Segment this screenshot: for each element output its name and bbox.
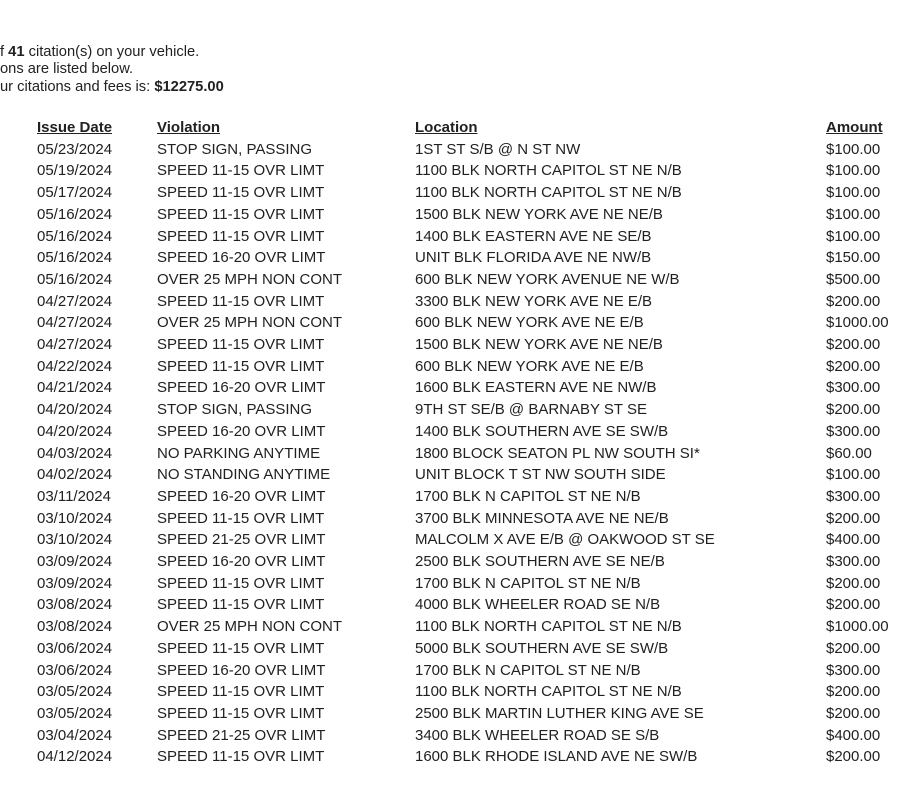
issue-date-cell: 05/16/2024 [37,205,113,223]
violation-cell: STOP SIGN, PASSING [157,140,313,158]
issue-date-cell: 04/20/2024 [37,401,113,419]
issue-date-cell: 03/08/2024 [37,596,113,614]
violation-cell: SPEED 11-15 OVR LIMT [157,683,325,701]
issue-date-cell: 03/06/2024 [37,661,113,679]
issue-date-cell: 05/16/2024 [37,227,113,245]
amount-cell: $200.00 [826,401,881,419]
table-row [0,746,912,768]
location-cell: 3400 BLK WHEELER ROAD SE S/B [415,726,660,744]
citations-table [0,117,912,768]
amount-cell: $100.00 [826,205,881,223]
location-cell: 1500 BLK NEW YORK AVE NE NE/B [415,336,663,354]
violation-cell: SPEED 16-20 OVR LIMT [157,487,326,505]
violation-cell: SPEED 11-15 OVR LIMT [157,336,325,354]
amount-cell: $100.00 [826,184,881,202]
location-cell: 1400 BLK SOUTHERN AVE SE SW/B [415,422,669,440]
summary-line-listed-below: ons are listed below. [0,61,134,78]
table-row [0,508,912,530]
issue-date-cell: 03/05/2024 [37,704,113,722]
location-cell: 1600 BLK RHODE ISLAND AVE NE SW/B [415,748,698,766]
issue-date-cell: 04/20/2024 [37,422,113,440]
issue-date-cell: 03/09/2024 [37,574,113,592]
violation-cell: SPEED 16-20 OVR LIMT [157,249,326,267]
table-row [0,356,912,378]
amount-cell: $60.00 [826,444,872,462]
violation-cell: SPEED 11-15 OVR LIMT [157,574,325,592]
summary-line-total-fees [0,79,224,96]
violation-cell: SPEED 11-15 OVR LIMT [157,748,325,766]
location-cell: 4000 BLK WHEELER ROAD SE N/B [415,596,661,614]
amount-cell: $1000.00 [826,618,889,636]
issue-date-cell: 03/04/2024 [37,726,113,744]
issue-date-cell: 05/16/2024 [37,249,113,267]
column-header-amount: Amount [826,119,883,136]
amount-cell: $100.00 [826,466,881,484]
table-row [0,551,912,573]
table-row [0,464,912,486]
issue-date-cell: 04/02/2024 [37,466,113,484]
violation-cell: SPEED 11-15 OVR LIMT [157,205,325,223]
location-cell: 1700 BLK N CAPITOL ST NE N/B [415,487,641,505]
amount-cell: $150.00 [826,249,881,267]
location-cell: 600 BLK NEW YORK AVE NE E/B [415,357,644,375]
amount-cell: $200.00 [826,704,881,722]
violation-cell: SPEED 16-20 OVR LIMT [157,422,326,440]
violation-cell: SPEED 11-15 OVR LIMT [157,184,325,202]
location-cell: 1100 BLK NORTH CAPITOL ST NE N/B [415,618,682,636]
amount-cell: $200.00 [826,509,881,527]
location-cell: 2500 BLK SOUTHERN AVE SE NE/B [415,553,665,571]
issue-date-cell: 03/11/2024 [37,487,111,505]
issue-date-cell: 03/10/2024 [37,509,113,527]
summary-line-citation-count [0,44,224,61]
amount-cell: $400.00 [826,531,881,549]
amount-cell: $200.00 [826,574,881,592]
location-cell: 5000 BLK SOUTHERN AVE SE SW/B [415,639,669,657]
table-row [0,247,912,269]
violation-cell: SPEED 11-15 OVR LIMT [157,292,325,310]
amount-cell: $400.00 [826,726,881,744]
table-row [0,703,912,725]
issue-date-cell: 04/27/2024 [37,314,113,332]
table-row [0,616,912,638]
violation-cell: SPEED 16-20 OVR LIMT [157,661,326,679]
issue-date-cell: 04/21/2024 [37,379,113,397]
table-row [0,204,912,226]
table-row [0,725,912,747]
table-row [0,638,912,660]
violation-cell: SPEED 11-15 OVR LIMT [157,509,325,527]
issue-date-cell: 03/09/2024 [37,553,113,571]
amount-cell: $300.00 [826,487,881,505]
issue-date-cell: 04/03/2024 [37,444,113,462]
amount-cell: $200.00 [826,336,881,354]
violation-cell: SPEED 11-15 OVR LIMT [157,227,325,245]
amount-cell: $300.00 [826,379,881,397]
column-header-location: Location [415,119,478,136]
total-amount-due: $12275.00 [154,78,224,95]
table-row [0,529,912,551]
amount-cell: $100.00 [826,140,881,158]
amount-cell: $300.00 [826,553,881,571]
amount-cell: $200.00 [826,357,881,375]
location-cell: 2500 BLK MARTIN LUTHER KING AVE SE [415,704,704,722]
violation-cell: NO STANDING ANYTIME [157,466,331,484]
issue-date-cell: 05/23/2024 [37,140,113,158]
column-header-violation: Violation [157,119,221,136]
table-row [0,139,912,161]
amount-cell: $100.00 [826,227,881,245]
amount-cell: $300.00 [826,661,881,679]
table-row [0,334,912,356]
location-cell: 1100 BLK NORTH CAPITOL ST NE N/B [415,184,682,202]
table-row [0,660,912,682]
table-row [0,681,912,703]
table-row [0,269,912,291]
issue-date-cell: 03/06/2024 [37,639,113,657]
location-cell: 1ST ST S/B @ N ST NW [415,140,581,158]
issue-date-cell: 05/16/2024 [37,270,113,288]
amount-cell: $300.00 [826,422,881,440]
table-row [0,486,912,508]
table-row [0,573,912,595]
citation-summary [0,44,224,96]
amount-cell: $200.00 [826,596,881,614]
amount-cell: $200.00 [826,639,881,657]
summary-line1-prefix: f [0,44,9,60]
location-cell: 1700 BLK N CAPITOL ST NE N/B [415,661,641,679]
location-cell: 1100 BLK NORTH CAPITOL ST NE N/B [415,162,682,180]
location-cell: 1400 BLK EASTERN AVE NE SE/B [415,227,652,245]
violation-cell: SPEED 21-25 OVR LIMT [157,531,326,549]
location-cell: 1100 BLK NORTH CAPITOL ST NE N/B [415,683,682,701]
issue-date-cell: 05/19/2024 [37,162,113,180]
violation-cell: OVER 25 MPH NON CONT [157,618,343,636]
location-cell: 1600 BLK EASTERN AVE NE NW/B [415,379,657,397]
summary-line1-suffix: citation(s) on your vehicle. [24,44,200,60]
location-cell: 3700 BLK MINNESOTA AVE NE NE/B [415,509,669,527]
table-row [0,160,912,182]
violation-cell: NO PARKING ANYTIME [157,444,321,462]
location-cell: 600 BLK NEW YORK AVENUE NE W/B [415,270,680,288]
violation-cell: SPEED 11-15 OVR LIMT [157,639,325,657]
violation-cell: OVER 25 MPH NON CONT [157,270,343,288]
location-cell: 1500 BLK NEW YORK AVE NE NE/B [415,205,663,223]
location-cell: 9TH ST SE/B @ BARNABY ST SE [415,401,647,419]
amount-cell: $200.00 [826,683,881,701]
table-row [0,399,912,421]
summary-line3-prefix: ur citations and fees is: [0,78,155,95]
table-row [0,226,912,248]
amount-cell: $1000.00 [826,314,889,332]
location-cell: 600 BLK NEW YORK AVE NE E/B [415,314,644,332]
issue-date-cell: 05/17/2024 [37,184,113,202]
violation-cell: SPEED 16-20 OVR LIMT [157,379,326,397]
violation-cell: OVER 25 MPH NON CONT [157,314,343,332]
issue-date-cell: 04/22/2024 [37,357,113,375]
amount-cell: $200.00 [826,292,881,310]
column-header-issue-date: Issue Date [37,119,113,136]
violation-cell: SPEED 11-15 OVR LIMT [157,357,325,375]
issue-date-cell: 03/05/2024 [37,683,113,701]
table-row [0,421,912,443]
violation-cell: STOP SIGN, PASSING [157,401,313,419]
violation-cell: SPEED 21-25 OVR LIMT [157,726,326,744]
issue-date-cell: 04/12/2024 [37,748,113,766]
table-row [0,312,912,334]
violation-cell: SPEED 11-15 OVR LIMT [157,704,325,722]
issue-date-cell: 04/27/2024 [37,292,113,310]
violation-cell: SPEED 11-15 OVR LIMT [157,162,325,180]
table-row [0,377,912,399]
table-row [0,182,912,204]
amount-cell: $500.00 [826,270,881,288]
violation-cell: SPEED 16-20 OVR LIMT [157,553,326,571]
location-cell: 1800 BLOCK SEATON PL NW SOUTH SI* [415,444,700,462]
location-cell: 1700 BLK N CAPITOL ST NE N/B [415,574,641,592]
amount-cell: $100.00 [826,162,881,180]
violation-cell: SPEED 11-15 OVR LIMT [157,596,325,614]
table-row [0,291,912,313]
citation-count: 41 [8,44,25,60]
location-cell: 3300 BLK NEW YORK AVE NE E/B [415,292,653,310]
table-row [0,443,912,465]
location-cell: UNIT BLK FLORIDA AVE NE NW/B [415,249,652,267]
issue-date-cell: 04/27/2024 [37,336,113,354]
amount-cell: $200.00 [826,748,881,766]
table-row [0,594,912,616]
table-header-row [0,117,912,139]
issue-date-cell: 03/10/2024 [37,531,113,549]
location-cell: UNIT BLOCK T ST NW SOUTH SIDE [415,466,666,484]
issue-date-cell: 03/08/2024 [37,618,113,636]
location-cell: MALCOLM X AVE E/B @ OAKWOOD ST SE [415,531,715,549]
